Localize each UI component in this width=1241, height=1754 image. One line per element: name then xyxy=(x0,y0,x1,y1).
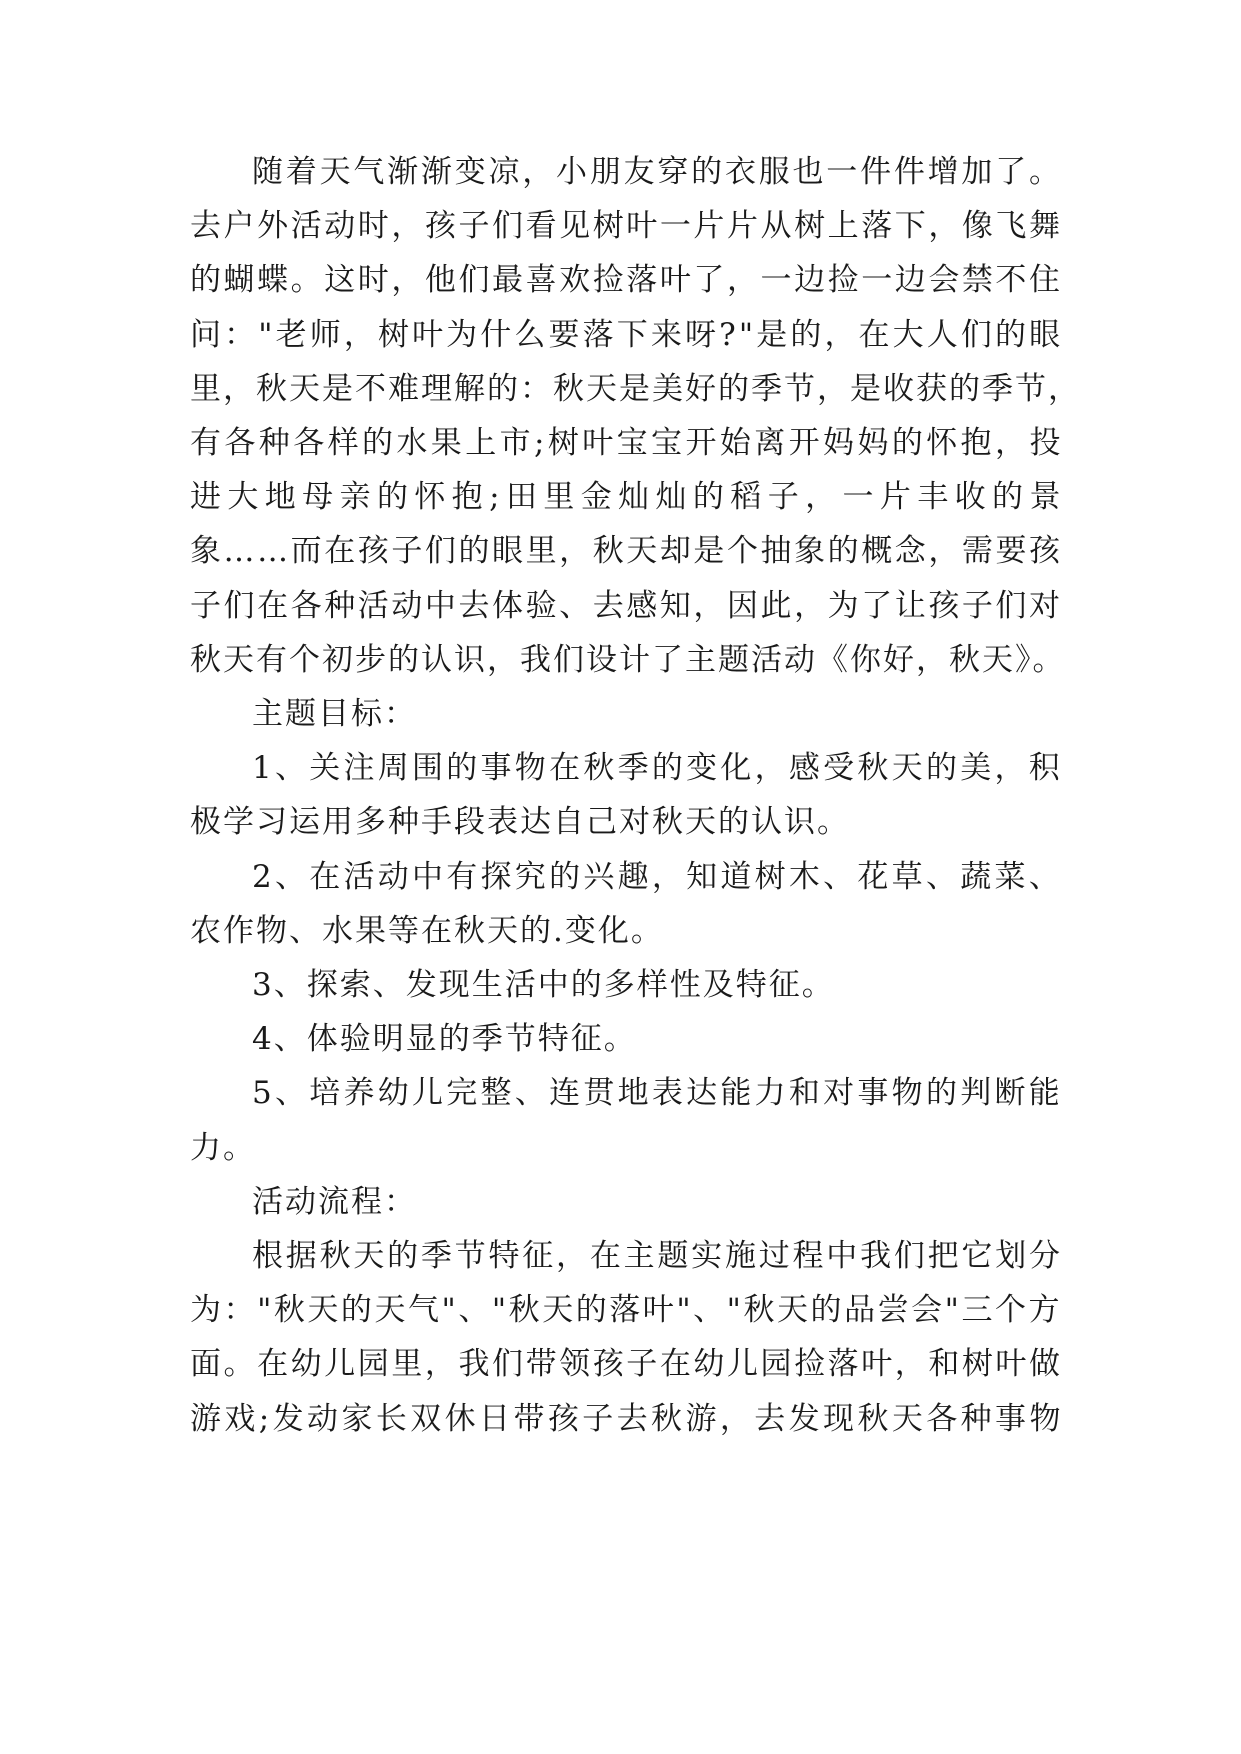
text-line: 问："老师，树叶为什么要落下来呀?"是的，在大人们的眼 xyxy=(190,316,1064,353)
text-line: 农作物、水果等在秋天的.变化。 xyxy=(190,912,664,949)
text-line: 根据秋天的季节特征，在主题实施过程中我们把它划分 xyxy=(252,1238,1063,1274)
text-line: 5、培养幼儿完整、连贯地表达能力和对事物的判断能 xyxy=(252,1075,1063,1112)
text-line: 为："秋天的天气"、"秋天的落叶"、"秋天的品尝会"三个方 xyxy=(190,1292,1063,1329)
text-line: 力。 xyxy=(190,1129,256,1166)
text-line: 面。在幼儿园里，我们带领孩子在幼儿园捡落叶，和树叶做 xyxy=(190,1346,1063,1383)
text-line: 秋天有个初步的认识，我们设计了主题活动《你好，秋天》。 xyxy=(190,641,1066,678)
text-line: 2、在活动中有探究的兴趣，知道树木、花草、蔬菜、 xyxy=(252,858,1063,895)
text-line: 3、探索、发现生活中的多样性及特征。 xyxy=(252,967,835,1003)
text-line: 游戏;发动家长双休日带孩子去秋游，去发现秋天各种事物 xyxy=(190,1400,1064,1437)
text-line: 极学习运用多种手段表达自己对秋天的认识。 xyxy=(190,804,850,841)
text-line: 活动流程： xyxy=(252,1183,417,1220)
text-line: 子们在各种活动中去体验、去感知，因此，为了让孩子们对 xyxy=(190,587,1063,624)
text-line: 进大地母亲的怀抱;田里金灿灿的稻子，一片丰收的景 xyxy=(190,479,1067,516)
text-line: 象……而在孩子们的眼里，秋天却是个抽象的概念，需要孩 xyxy=(190,533,1063,570)
text-line: 去户外活动时，孩子们看见树叶一片片从树上落下，像飞舞 xyxy=(190,208,1063,245)
text-line: 随着天气渐渐变凉，小朋友穿的衣服也一件件增加了。 xyxy=(252,154,1063,190)
text-line: 有各种各样的水果上市;树叶宝宝开始离开妈妈的怀抱，投 xyxy=(190,425,1064,461)
text-line: 1、关注周围的事物在秋季的变化，感受秋天的美，积 xyxy=(252,750,1063,787)
text-line: 主题目标： xyxy=(252,696,417,732)
text-line: 的蝴蝶。这时，他们最喜欢捡落叶了，一边捡一边会禁不住 xyxy=(190,262,1063,299)
text-line: 里，秋天是不难理解的：秋天是美好的季节，是收获的季节， xyxy=(190,370,1081,407)
text-line: 4、体验明显的季节特征。 xyxy=(252,1021,637,1058)
